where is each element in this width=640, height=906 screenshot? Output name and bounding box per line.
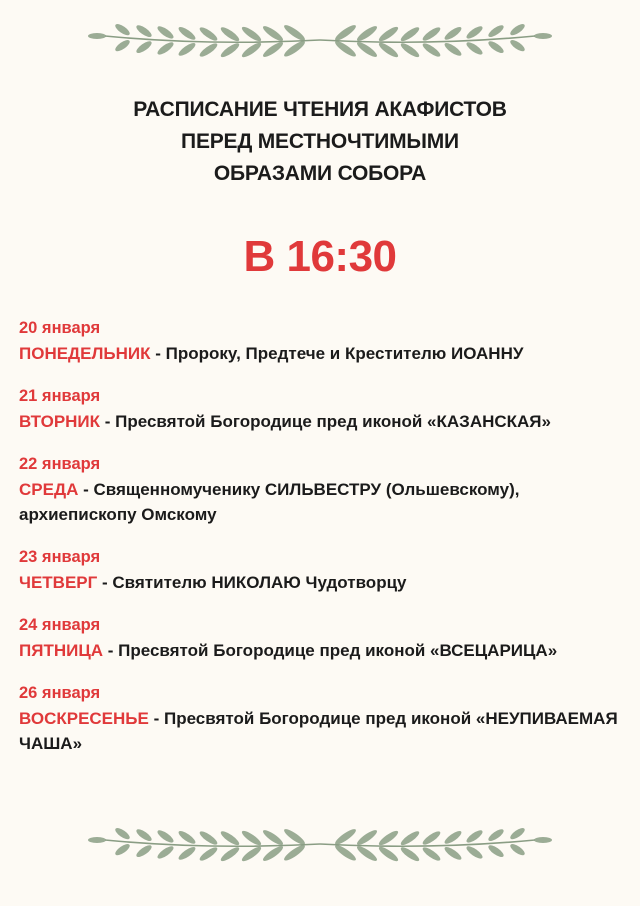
leaf-shape [177, 845, 197, 862]
leaf-shape [240, 41, 263, 60]
leaf-shape [443, 845, 463, 862]
entry-date: 23 января [19, 548, 101, 566]
leaf-shape [509, 826, 527, 841]
leaf-shape [219, 845, 241, 863]
leaf-shape [487, 827, 506, 843]
leaf-shape [135, 827, 154, 843]
leaf-shape [240, 845, 263, 864]
leaf-shape [443, 25, 463, 42]
entry-day: ПЯТНИЦА [19, 641, 104, 660]
title-line-1: РАСПИСАНИЕ ЧТЕНИЯ АКАФИСТОВ [133, 98, 507, 121]
entry-separator: - [150, 344, 166, 363]
entry-description: Священномученику СИЛЬВЕСТРУ (Ольшевскому), архиепископу Омскому [19, 480, 520, 524]
leaf-shape [135, 23, 154, 39]
leaf-shape [465, 40, 484, 56]
entry-separator: - [100, 412, 116, 431]
leaf-shape [177, 25, 197, 42]
leaf-shape [261, 24, 285, 43]
entry-separator: - [97, 573, 113, 592]
leaf-shape [156, 40, 175, 56]
leaf-shape [377, 25, 400, 44]
leaf-shape [114, 38, 132, 53]
leaf-shape [421, 829, 442, 847]
leaf-shape [421, 25, 442, 43]
entry-date: 22 января [19, 455, 101, 473]
leaf-shape [333, 827, 357, 847]
leaf-shape [465, 828, 484, 844]
leaf-shape [114, 826, 132, 841]
leaf-shape [88, 837, 106, 843]
entry-date: 21 января [19, 387, 101, 405]
schedule-entry-friday [19, 613, 627, 663]
leaf-shape [421, 41, 442, 59]
leaf-shape [156, 844, 175, 860]
leaf-shape [421, 845, 442, 863]
leaf-shape [177, 41, 197, 58]
leaf-shape [198, 845, 219, 863]
leaf-shape [377, 845, 400, 864]
entry-day: ПОНЕДЕЛЬНИК [19, 344, 151, 363]
leaf-shape [261, 828, 285, 847]
leaf-shape [156, 24, 175, 40]
leaf-shape [377, 41, 400, 60]
leaf-shape [219, 25, 241, 43]
leaf-shape [399, 25, 421, 43]
title-line-3: ОБРАЗАМИ СОБОРА [213, 162, 427, 185]
leaf-shape [198, 25, 219, 43]
entry-description: Пресвятой Богородице пред иконой «КАЗАНСКАЯ» [115, 412, 551, 431]
leaf-shape [219, 41, 241, 59]
leaf-shape [443, 829, 463, 846]
leaf-shape [355, 24, 379, 43]
schedule-entry-tuesday [19, 384, 627, 434]
leaf-shape [377, 829, 400, 848]
leaf-shape [509, 842, 527, 857]
leaf-shape [509, 22, 527, 37]
leaf-shape [198, 829, 219, 847]
leaf-shape [443, 41, 463, 58]
entry-day: ВТОРНИК [19, 412, 101, 431]
entry-separator: - [103, 641, 119, 660]
leaf-shape [282, 23, 306, 43]
leaf-shape [156, 828, 175, 844]
leaf-shape [219, 829, 241, 847]
entry-description: Пресвятой Богородице пред иконой «ВСЕЦАРИЦА» [118, 641, 558, 660]
leaf-shape [399, 829, 421, 847]
schedule-entry-wednesday [19, 452, 627, 527]
entry-separator: - [148, 709, 164, 728]
leaf-shape [487, 39, 506, 55]
entry-description: Пророку, Предтече и Крестителю ИОАННУ [165, 344, 524, 363]
schedule-entry-sunday [19, 681, 627, 756]
service-time: В 16:30 [243, 232, 397, 281]
entry-date: 26 января [19, 684, 101, 702]
entry-description: Пресвятой Богородице пред иконой «НЕУПИВАЕМАЯ ЧАША» [19, 709, 618, 753]
leaf-shape [88, 33, 106, 39]
leaf-shape [282, 827, 306, 847]
entry-day: ЧЕТВЕРГ [19, 573, 98, 592]
schedule-entry-thursday [19, 545, 627, 595]
leaf-shape [534, 33, 552, 39]
leaf-shape [534, 837, 552, 843]
schedule-list [19, 316, 627, 774]
entry-day: ВОСКРЕСЕНЬЕ [19, 709, 149, 728]
laurel-ornament-bottom [0, 812, 640, 872]
leaf-shape [487, 23, 506, 39]
entry-day: СРЕДА [19, 480, 79, 499]
page-title [0, 94, 640, 190]
schedule-entry-monday [19, 316, 627, 366]
leaf-shape [465, 844, 484, 860]
leaf-shape [240, 829, 263, 848]
leaf-shape [355, 828, 379, 847]
leaf-shape [177, 829, 197, 846]
title-line-2: ПЕРЕД МЕСТНОЧТИМЫМИ [181, 130, 459, 153]
entry-description: Святителю НИКОЛАЮ Чудотворцу [112, 573, 407, 592]
leaf-shape [487, 843, 506, 859]
leaf-shape [240, 25, 263, 44]
leaf-shape [399, 41, 421, 59]
leaf-shape [333, 23, 357, 43]
leaf-shape [465, 24, 484, 40]
leaf-shape [114, 842, 132, 857]
leaf-shape [198, 41, 219, 59]
leaf-shape [399, 845, 421, 863]
entry-date: 24 января [19, 616, 101, 634]
leaf-shape [135, 843, 154, 859]
leaf-shape [114, 22, 132, 37]
leaf-shape [509, 38, 527, 53]
leaf-shape [135, 39, 154, 55]
laurel-ornament-top [0, 8, 640, 68]
entry-separator: - [78, 480, 94, 499]
entry-date: 20 января [19, 319, 101, 337]
